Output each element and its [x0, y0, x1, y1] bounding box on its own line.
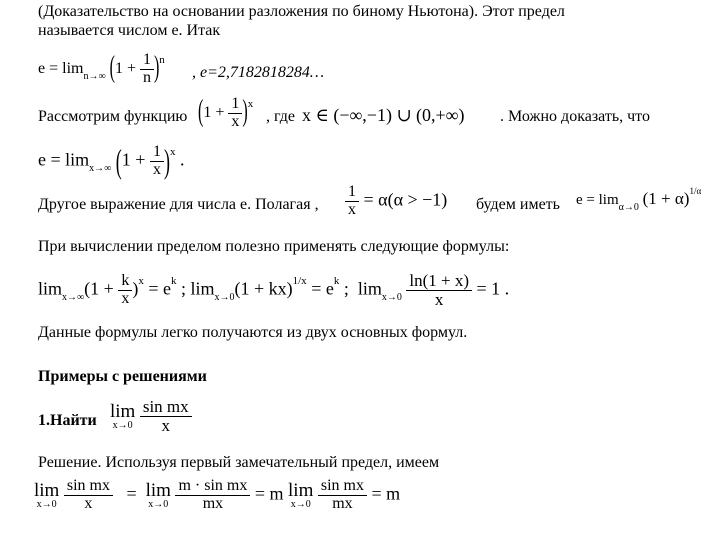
- numerator: sin mx: [140, 398, 192, 417]
- fraction-one-over-x: [345, 184, 359, 219]
- useful-formulas-text: При вычислении пределом полезно применять следующие формулы:: [38, 238, 510, 255]
- numerator: sin mx: [64, 478, 113, 496]
- fraction-k-over-x: [118, 273, 132, 308]
- fraction-one-over-x: [228, 96, 242, 131]
- lim-block: [288, 481, 313, 510]
- equals: =: [126, 483, 137, 504]
- lim-word: lim: [288, 479, 314, 501]
- denominator: x: [84, 494, 93, 512]
- function-expression: [198, 96, 253, 131]
- can-prove-text: . Можно доказать, что: [500, 108, 650, 125]
- formula-e-definition: [38, 52, 165, 87]
- numerator: sin mx: [318, 478, 367, 496]
- domain-set: x ∈ (−∞,−1) ∪ (0,+∞): [302, 105, 465, 125]
- x-to-zero: x→0: [381, 292, 402, 304]
- will-have-text: будем иметь: [476, 196, 560, 213]
- equals-e: = e: [148, 278, 171, 299]
- exponent-x: x: [138, 275, 144, 288]
- denominator: mx: [332, 494, 353, 512]
- consider-function-text: Рассмотрим функцию: [38, 108, 188, 125]
- numerator: 1: [150, 144, 164, 162]
- denominator: n: [142, 68, 151, 86]
- fraction-m-sin-mx-over-mx: [175, 478, 250, 513]
- one-plus-kx: (1 + kx): [234, 278, 293, 299]
- exponent-x: x: [169, 146, 176, 159]
- exponent-x: x: [247, 97, 254, 110]
- denominator: x: [152, 160, 161, 178]
- numerator: 1: [345, 184, 359, 202]
- x-to-zero: x→0: [214, 292, 235, 304]
- solution-chain: [34, 478, 400, 513]
- equals-final: =: [371, 483, 382, 504]
- lim-2: lim: [190, 278, 215, 299]
- one-plus: 1 +: [121, 149, 146, 170]
- fraction-one-over-n: [140, 52, 154, 87]
- e-eq-lim: e = lim: [576, 192, 619, 208]
- formula-e-limit-x: $e = \lim_{x\to\infty} (1$ + $\frac{1}{x}$ )$^x$ .: [38, 142, 185, 181]
- formula-row-three-limits: $\lim_{x\to\infty}(1$ + $\frac{k}{x}$ )$^x = e^k$ ; $\lim_{x\to 0}(1 + kx)^{1/x} = e^k$ ; $\lim_{x\to 0}$ $\frac{\ln(1 + x)}{x}$ = 1 .: [38, 271, 510, 309]
- lim-block: [34, 481, 59, 510]
- e-eq-lim: e = lim: [38, 59, 84, 77]
- equals-e: = e: [311, 278, 334, 299]
- one-plus-alpha: (1 + α): [642, 189, 690, 208]
- numerator: m · sin mx: [175, 478, 250, 496]
- e-eq-lim: e = lim: [38, 149, 90, 170]
- left-paren: (: [198, 96, 204, 129]
- left-paren: (: [109, 52, 115, 85]
- exponent-k: k: [333, 275, 340, 288]
- task-limit: [110, 398, 192, 435]
- x-to-zero: x→0: [290, 498, 311, 510]
- equals-one: = 1: [476, 278, 501, 299]
- denominator: x: [231, 112, 240, 130]
- x-to-zero: x→0: [36, 498, 57, 510]
- numerator: ln(1 + x): [406, 272, 472, 291]
- solution-text: Решение. Используя первый замечательный предел, имеем: [38, 454, 440, 471]
- right-paren: ): [163, 142, 170, 181]
- one-plus: 1 +: [203, 103, 225, 121]
- fraction-one-over-x: [150, 144, 164, 179]
- lim-1: lim: [38, 278, 63, 299]
- exponent-one-over-x: 1/x: [292, 275, 307, 288]
- alpha-condition: = α(α > −1): [363, 189, 448, 210]
- paragraph-line-1: (Доказательство на основании разложения по биному Ньютона). Этот предел: [38, 3, 565, 20]
- denominator: x: [121, 289, 130, 307]
- x-to-zero: x→0: [148, 498, 169, 510]
- x-to-infinity: x→∞: [62, 292, 85, 304]
- alpha-to-zero: α→0: [618, 202, 639, 213]
- lim-3: lim: [357, 278, 382, 299]
- paragraph-line-2: называется числом e. Итак: [38, 22, 221, 39]
- left-paren: (: [115, 142, 122, 181]
- n-to-infinity: n→∞: [83, 70, 106, 82]
- numerator: 1: [140, 52, 154, 70]
- alpha-substitution: [345, 184, 447, 219]
- equals-m: = m: [254, 483, 284, 504]
- another-expression-text: Другое выражение для числа e. Полагая ,: [38, 196, 319, 213]
- examples-heading: Примеры с решениями: [38, 368, 207, 385]
- denominator: x: [161, 415, 170, 435]
- fraction-sin-mx-over-mx: [318, 478, 367, 513]
- exponent-n: n: [159, 53, 165, 66]
- lim-word: lim: [145, 479, 171, 501]
- fraction-sin-mx-over-x: [64, 478, 113, 513]
- fraction-sin-mx-over-x: [140, 398, 192, 435]
- denominator: mx: [202, 494, 224, 512]
- e-value: , e=2,7182818284…: [192, 64, 325, 81]
- one-plus: 1 +: [114, 59, 136, 77]
- numerator: 1: [228, 96, 242, 114]
- exponent-one-over-alpha: 1/α: [689, 186, 702, 196]
- numerator: k: [118, 273, 132, 291]
- lim-block: [110, 402, 135, 431]
- formula-e-alpha: [576, 186, 702, 213]
- x-to-infinity: x→∞: [89, 163, 112, 175]
- lim-word: lim: [34, 479, 60, 501]
- result-m: m: [386, 483, 401, 504]
- x-to-zero: x→0: [112, 419, 133, 431]
- right-paren: ): [242, 96, 248, 129]
- denominator: x: [434, 289, 444, 309]
- lim-word: lim: [110, 400, 136, 422]
- denominator: x: [348, 200, 356, 218]
- find-label: 1.Найти: [38, 412, 97, 429]
- fraction-ln: [406, 272, 472, 309]
- where-text: , где: [266, 108, 296, 125]
- exponent-k: k: [170, 275, 177, 288]
- right-paren: ): [153, 52, 160, 85]
- lim-block: [146, 481, 171, 510]
- derived-formulas-text: Данные формулы легко получаются из двух основных формул.: [38, 324, 468, 341]
